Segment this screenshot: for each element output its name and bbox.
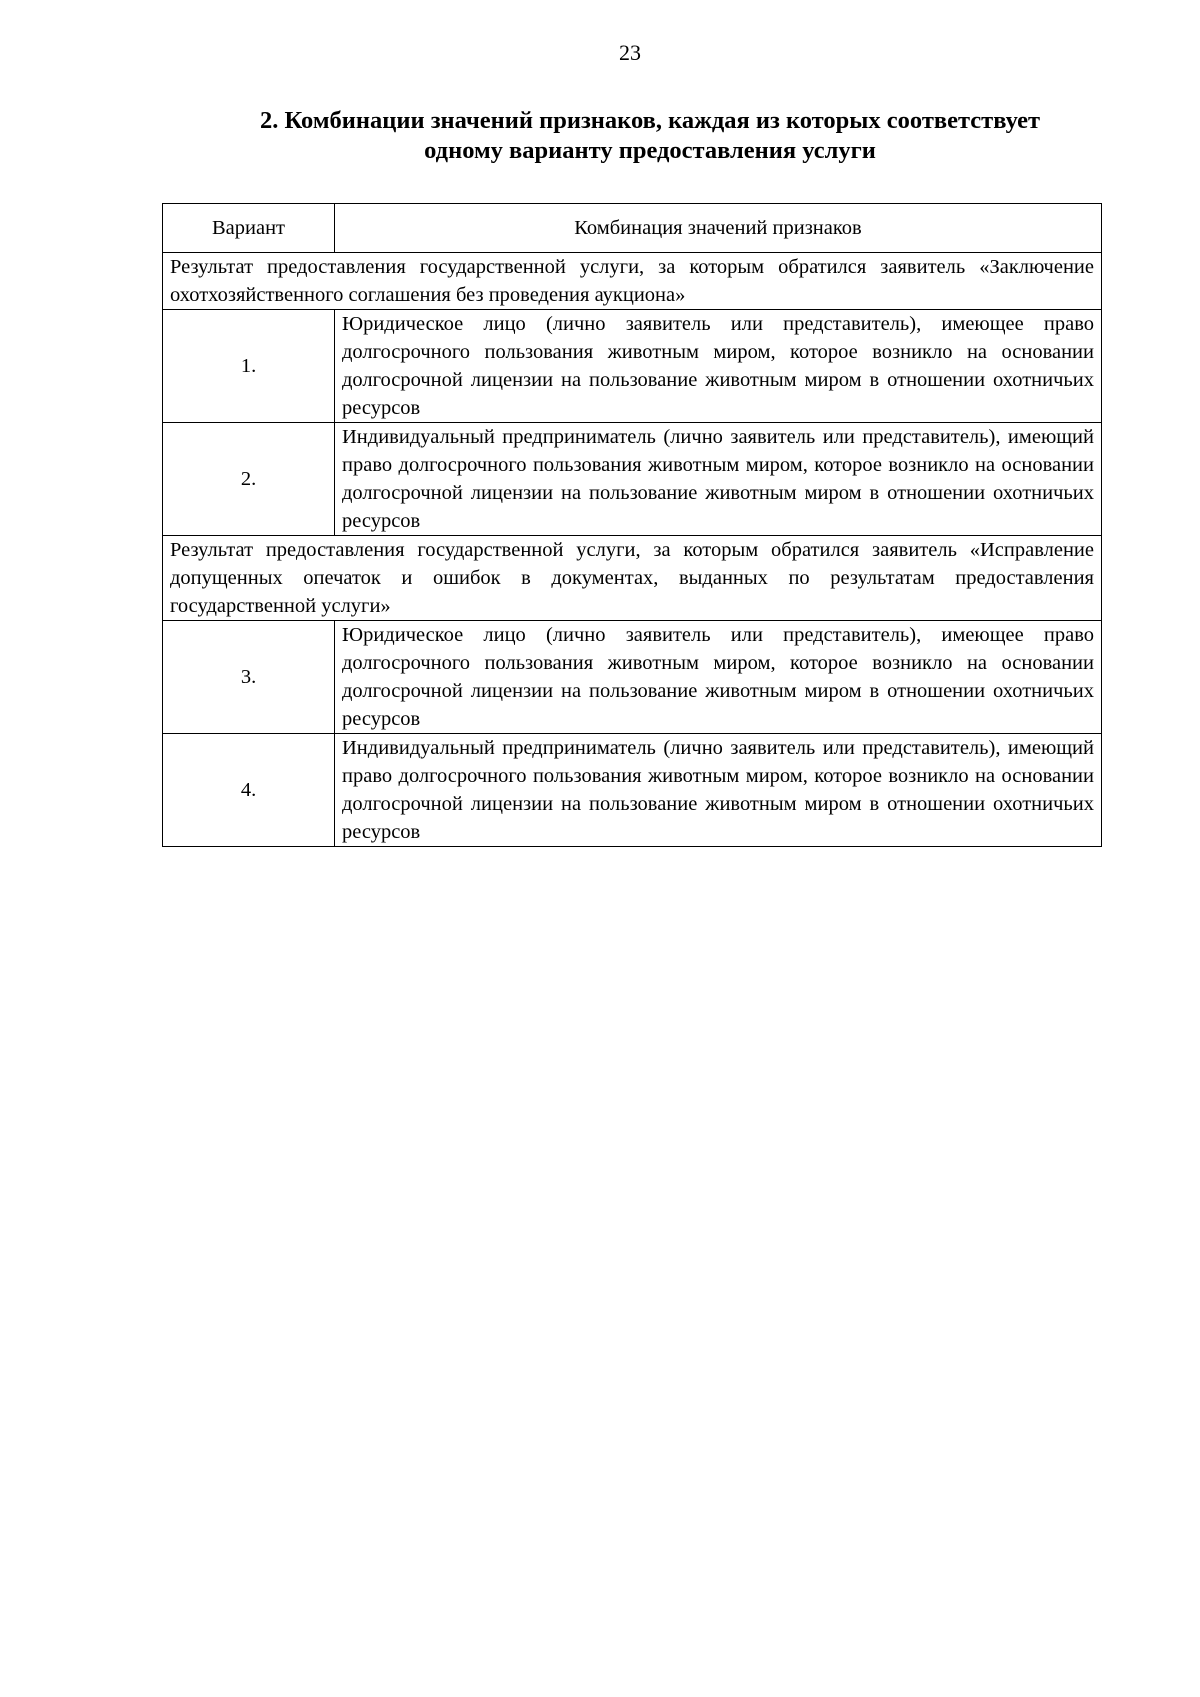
- result-group-row: [163, 536, 1102, 621]
- result-text: Результат предоставления государственной услуги, за которым обратился заявитель «Заключение охотхозяйственного соглашения без проведения аукциона»: [163, 253, 1102, 310]
- header-combination: Комбинация значений признаков: [335, 204, 1102, 253]
- result-group-row: [163, 253, 1102, 310]
- section-title: [150, 106, 1150, 166]
- variant-number: 4.: [163, 734, 335, 847]
- variant-combination: Юридическое лицо (лично заявитель или представитель), имеющее право долгосрочного пользования животным миром, которое возникло на основании долгосрочной лицензии на пользование животным миром в отношении охотничьих ресурсов: [335, 310, 1102, 423]
- page-number: 23: [619, 40, 641, 65]
- table-row: [163, 310, 1102, 423]
- variant-combination: Индивидуальный предприниматель (лично заявитель или представитель), имеющий право долгосрочного пользования животным миром, которое возникло на основании долгосрочной лицензии на пользование животным миром в отношении охотничьих ресурсов: [335, 423, 1102, 536]
- attribute-combinations-table: [162, 203, 1102, 847]
- table-row: [163, 621, 1102, 734]
- header-variant: Вариант: [163, 204, 335, 253]
- variant-number: 3.: [163, 621, 335, 734]
- variant-combination: Юридическое лицо (лично заявитель или представитель), имеющее право долгосрочного пользования животным миром, которое возникло на основании долгосрочной лицензии на пользование животным миром в отношении охотничьих ресурсов: [335, 621, 1102, 734]
- section-title-line-2: одному варианту предоставления услуги: [424, 137, 876, 164]
- table-row: [163, 423, 1102, 536]
- variant-number: 1.: [163, 310, 335, 423]
- table-header-row: [163, 204, 1102, 253]
- table-row: [163, 734, 1102, 847]
- result-text: Результат предоставления государственной услуги, за которым обратился заявитель «Исправление допущенных опечаток и ошибок в документах, выданных по результатам предоставления государственной услуги»: [163, 536, 1102, 621]
- variant-number: 2.: [163, 423, 335, 536]
- section-title-line-1: 2. Комбинации значений признаков, каждая из которых соответствует: [259, 107, 1041, 134]
- variant-combination: Индивидуальный предприниматель (лично заявитель или представитель), имеющий право долгосрочного пользования животным миром, которое возникло на основании долгосрочной лицензии на пользование животным миром в отношении охотничьих ресурсов: [335, 734, 1102, 847]
